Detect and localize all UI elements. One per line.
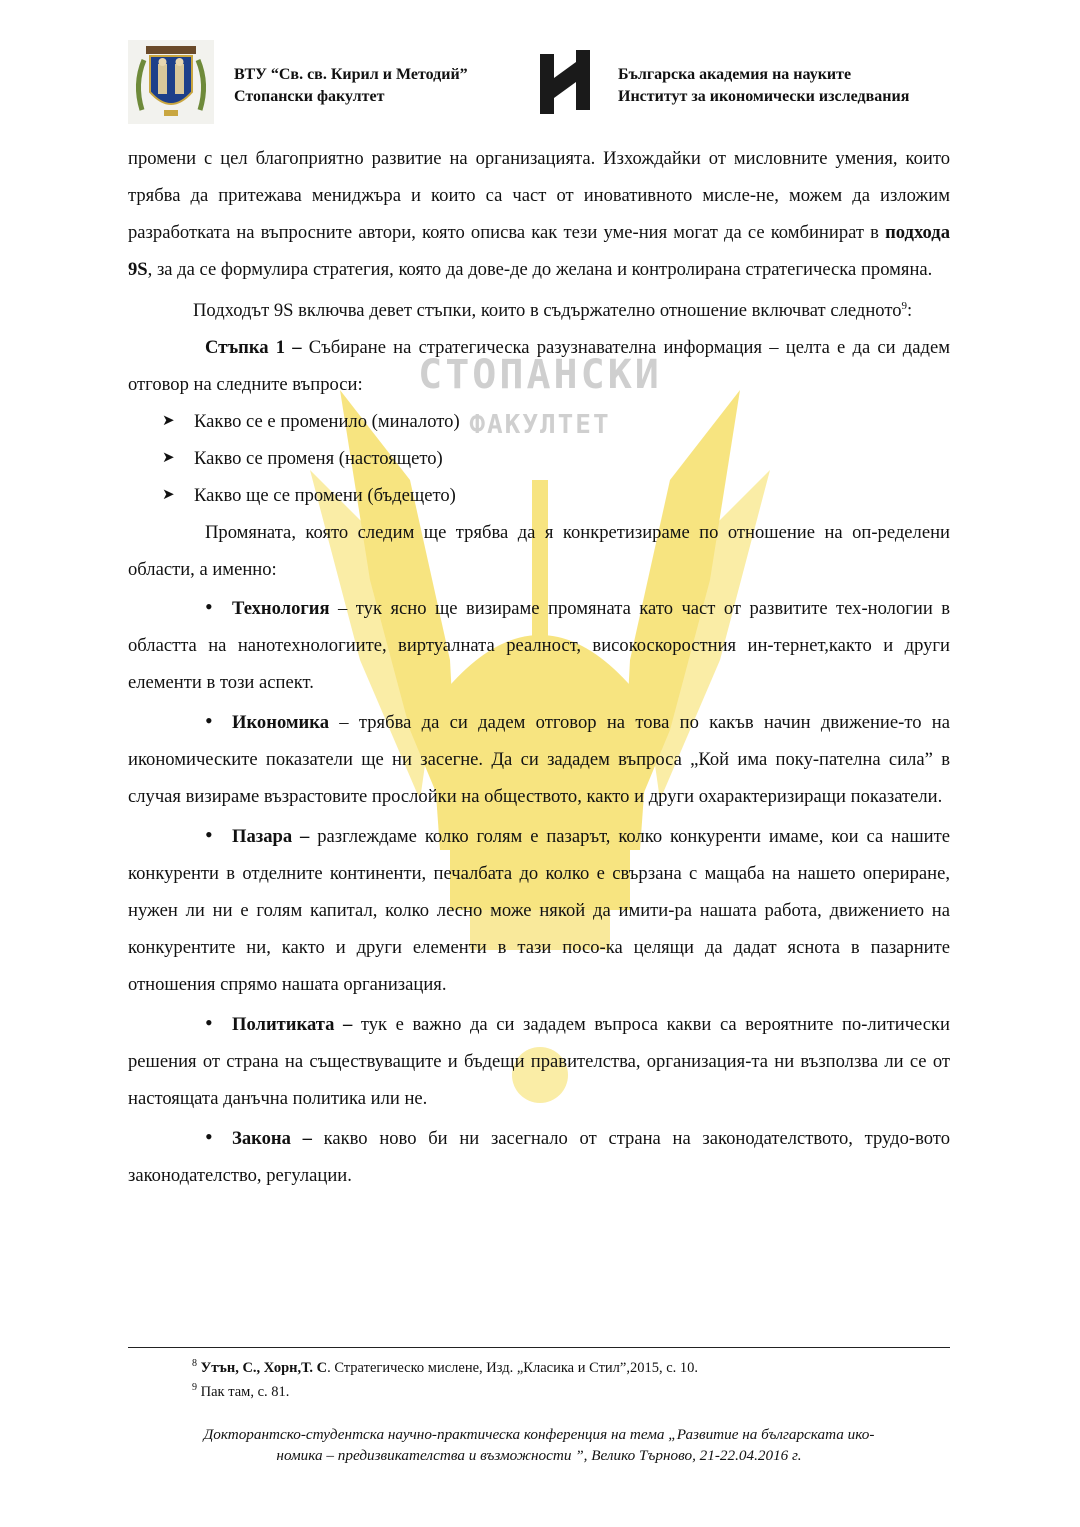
area-economy: •Икономика – трябва да си дадем отговор на това по какъв начин движение-то на икономическите показатели ще ни засегне. Да си зададем въпроса „Кой има поку-пателна сила” в случая визираме възрастовите прослойки на обществото, както и други охарактеризиращи показатели. <box>128 702 950 815</box>
approach-9s-bold: подхода 9S <box>128 222 950 280</box>
header-left-text <box>234 64 468 108</box>
arrow-bullet-icon: ➤ <box>162 487 175 504</box>
area-law: •Закона – какво ново би ни засегнало от страна на законодателството, трудо-вото законодателство, регулации. <box>128 1118 950 1194</box>
university-name: ВТУ “Св. св. Кирил и Методий” <box>234 66 468 83</box>
university-crest-icon <box>128 40 214 124</box>
area-politics: •Политиката – тук е важно да си зададем въпроса какви са вероятните по-литически решения от страна на съществуващите и бъдещи правителства, организация-та ни възползва ли се от настоящата данъчна политика или не. <box>128 1004 950 1117</box>
area-technology: •Технология – тук ясно ще визираме промяната като част от развитите тех-нологии в областта на нанотехнологиите, виртуалната реалност, високоскоростния ин-тернет,както и други елементи в този аспект. <box>128 588 950 701</box>
header-right-text <box>618 64 909 108</box>
list-item: ➤ Какво се е променило (миналото) <box>128 403 950 440</box>
bullet-icon <box>205 816 232 855</box>
paragraph-step-1: Стъпка 1 – Събиране на стратегическа разузнавателна информация – целта е да си дадем отговор на следните въпроси: <box>128 337 950 396</box>
footnote-separator <box>128 1347 950 1348</box>
paragraph-9s-steps: Подходът 9S включва девет стъпки, които в съдържателно отношение включват следното$^9$: <box>193 300 913 322</box>
watermark-line1: СТОПАНСКИ <box>418 352 662 398</box>
institute-name: Институт за икономически изследвания <box>618 88 910 105</box>
faculty-name: Стопански факултет <box>234 88 385 105</box>
bullet-icon <box>205 1004 232 1043</box>
academy-name: Българска академия на науките <box>618 66 852 83</box>
questions-list <box>128 403 950 514</box>
bullet-icon <box>205 1118 232 1157</box>
footnote-8: $^8$ Утън, С., Хорн,Т. С. Стратегическо мислене, Изд. „Класика и Стил”,2015, с. 10. <box>192 1358 699 1376</box>
arrow-bullet-icon: ➤ <box>162 413 175 430</box>
paragraph-change: Промяната, която следим ще трябва да я конкретизираме по отношение на оп-ределени области, а именно: <box>128 522 950 581</box>
watermark-line2: ФАКУЛТЕТ <box>469 410 611 440</box>
footer-line1: Докторантско-студентска научно-практическа конференция на тема „Развитие на българската ико- <box>203 1426 875 1443</box>
bullet-icon <box>205 588 232 627</box>
bullet-icon <box>205 702 232 741</box>
footnote-ref-9: 9 <box>901 300 908 312</box>
area-market: •Пазара – разглеждаме колко голям е пазарът, колко конкуренти имаме, кои са нашите конкуренти в отделните континенти, печалбата до колко е свързана с мащаба на нашето опериране, нужен ли ни е голям капитал, колко лесно може някой да имити-ра нашата работа, движението на конкурентите ни, както и други елементи в тази посо-ка целящи да дадат яснота в пазарните отношения спрямо нашата организация. <box>128 816 950 1003</box>
paragraph-intro: промени с цел благоприятно развитие на организацията. Изхождайки от мисловните умения, които трябва да притежава мениджъра и които са част от иновативното мисле-не, можем да изложим разработката на въпросните автори, която описва как тези уме-ния могат да се комбинират в подхода 9S, за да се формулира стратегия, която да дове-де до желана и контролирана стратегическа промяна. <box>128 148 950 280</box>
page-footer <box>128 1424 950 1466</box>
document-body <box>128 140 950 1194</box>
footnote-9: $^9$ Пак там, с. 81. <box>192 1381 290 1400</box>
arrow-bullet-icon: ➤ <box>162 450 175 467</box>
footer-line2: номика – предизвикателства и възможности ”, Велико Търново, 21-22.04.2016 г. <box>276 1447 802 1464</box>
footnotes <box>192 1354 698 1402</box>
list-item: ➤ Какво се променя (настоящето) <box>128 440 950 477</box>
institute-logo-icon <box>536 48 594 116</box>
list-item: ➤ Какво ще се промени (бъдещето) <box>128 477 950 514</box>
page-header <box>128 40 952 126</box>
